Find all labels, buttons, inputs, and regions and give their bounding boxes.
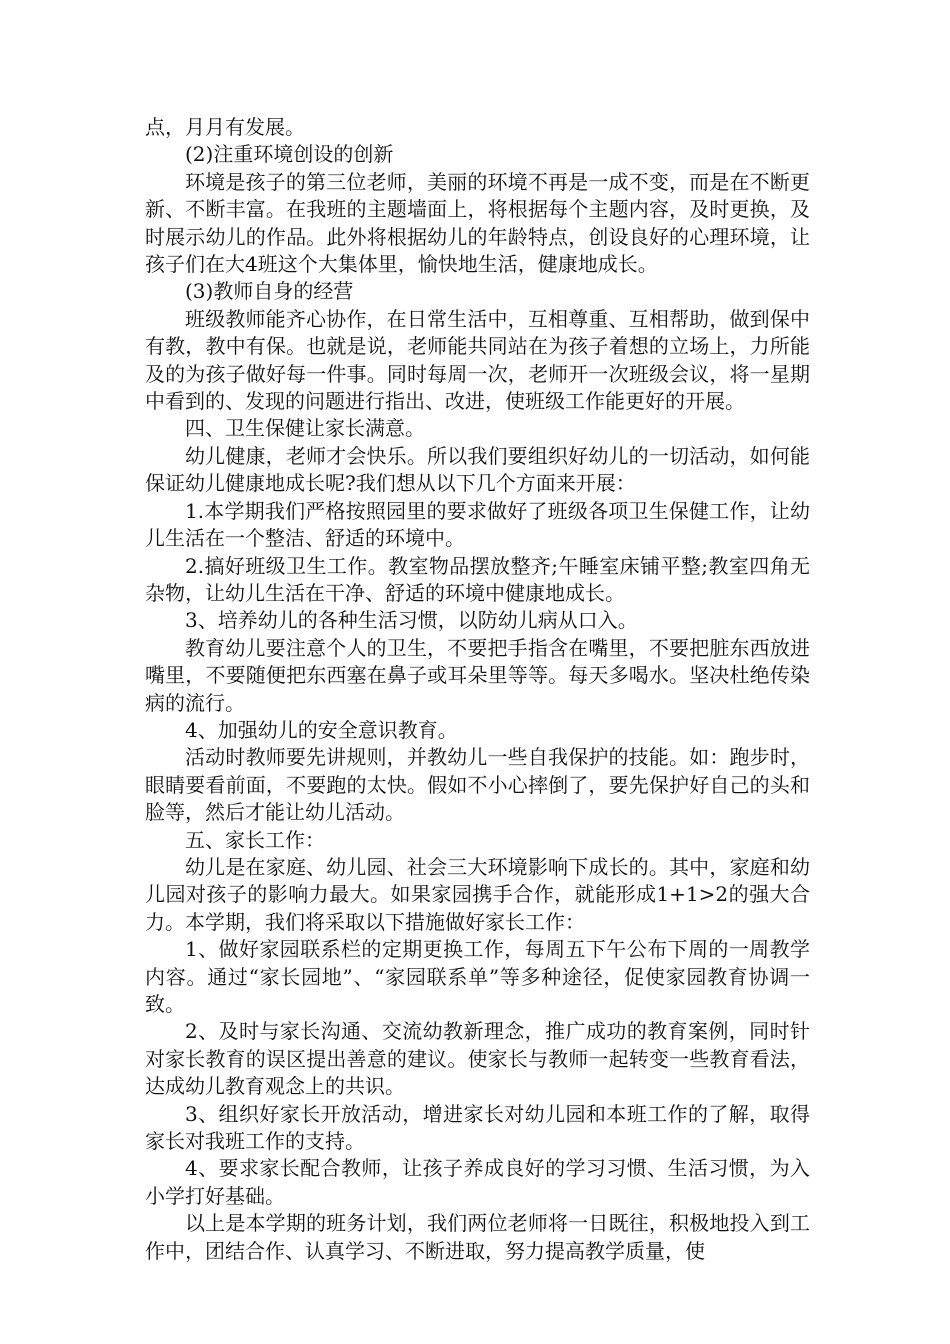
list-item: 4、要求家长配合教师，让孩子养成良好的学习习惯、生活习惯，为入小学打好基础。 xyxy=(145,1156,810,1208)
paragraph: 环境是孩子的第三位老师，美丽的环境不再是一成不变，而是在不断更新、不断丰富。在我班的主题墙面上，将根据每个主题内容，及时更换，及时展示幼儿的作品。此外将根据幼儿的年龄特点，创设良好的心理环境，让孩子们在大4班这个大集体里，愉快地生活，健康地成长。 xyxy=(145,169,810,277)
paragraph: 幼儿健康，老师才会快乐。所以我们要组织好幼儿的一切活动，如何能保证幼儿健康地成长呢?我们想从以下几个方面来开展： xyxy=(145,443,810,496)
list-item: 1、做好家园联系栏的定期更换工作，每周五下午公布下周的一周教学内容。通过“家长园地”、“家园联系单”等多种途径，促使家园教育协调一致。 xyxy=(145,937,810,1016)
paragraph-continuation: 点，月月有发展。 xyxy=(145,115,305,139)
list-item: 3、组织好家长开放活动，增进家长对幼儿园和本班工作的了解，取得家长对我班工作的支持。 xyxy=(145,1101,810,1154)
list-item: 1.本学期我们严格按照园里的要求做好了班级各项卫生保健工作，让幼儿生活在一个整洁、舒适的环境中。 xyxy=(145,498,810,551)
paragraph: 活动时教师要先讲规则，并教幼儿一些自我保护的技能。如：跑步时，眼睛要看前面，不要跑的太快。假如不小心摔倒了，要先保护好自己的头和脸等，然后才能让幼儿活动。 xyxy=(145,745,810,825)
paragraph: 班级教师能齐心协作，在日常生活中，互相尊重、互相帮助，做到保中有教，教中有保。也就是说，老师能共同站在为孩子着想的立场上，力所能及的为孩子做好每一件事。同时每周一次，老师开一次班级会议，将一星期中看到的、发现的问题进行指出、改进，使班级工作能更好的开展。 xyxy=(145,306,810,414)
subheading-environment: (2)注重环境创设的创新 xyxy=(185,142,394,167)
paragraph-conclusion: 以上是本学期的班务计划，我们两位老师将一日既往，积极地投入到工作中，团结合作、认真学习、不断进取，努力提高教学质量，使 xyxy=(145,1211,810,1263)
paragraph: 幼儿是在家庭、幼儿园、社会三大环境影响下成长的。其中，家庭和幼儿园对孩子的影响力最大。如果家园携手合作，就能形成1+1>2的强大合力。本学期，我们将采取以下措施做好家长工作： xyxy=(145,854,810,934)
section-heading-hygiene: 四、卫生保健让家长满意。 xyxy=(185,416,425,441)
section-heading-parents: 五、家长工作： xyxy=(185,827,325,852)
document-body xyxy=(145,114,810,1265)
paragraph: 教育幼儿要注意个人的卫生，不要把手指含在嘴里，不要把脏东西放进嘴里，不要随便把东西塞在鼻子或耳朵里等等。每天多喝水。坚决杜绝传染病的流行。 xyxy=(145,635,810,715)
subheading-teacher: (3)教师自身的经营 xyxy=(185,279,354,304)
list-item: 2、及时与家长沟通、交流幼教新理念，推广成功的教育案例，同时针对家长教育的误区提出善意的建议。使家长与教师一起转变一些教育看法，达成幼儿教育观念上的共识。 xyxy=(145,1019,810,1099)
list-item: 4、加强幼儿的安全意识教育。 xyxy=(185,717,458,742)
list-item: 2.搞好班级卫生工作。教室物品摆放整齐;午睡室床铺平整;教室四角无杂物，让幼儿生活在干净、舒适的环境中健康地成长。 xyxy=(145,553,810,605)
list-item: 3、培养幼儿的各种生活习惯，以防幼儿病从口入。 xyxy=(185,608,638,633)
